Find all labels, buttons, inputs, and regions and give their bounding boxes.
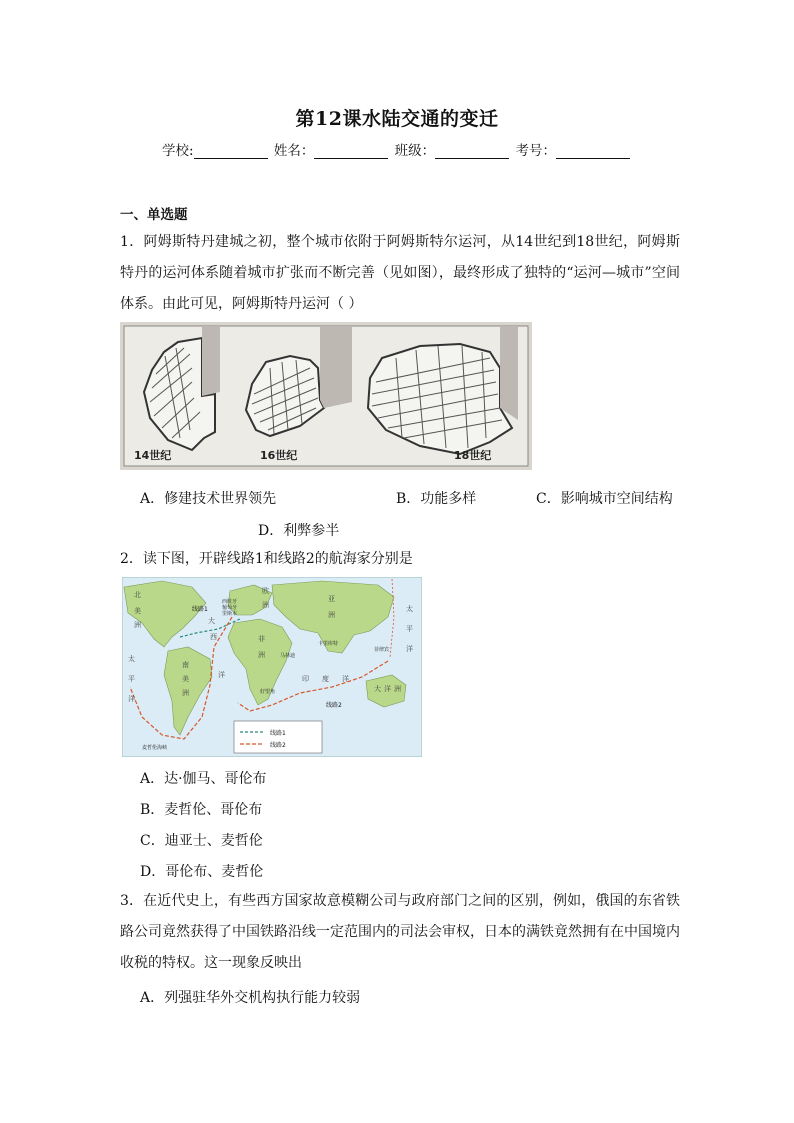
place-lisbon: 里斯本 [222, 611, 238, 617]
class-label: 班级： [394, 143, 436, 159]
q1-option-d[interactable]: D．利弊参半 [258, 523, 340, 539]
label-na-2: 美 [134, 607, 141, 615]
label-sa-2: 美 [182, 675, 189, 683]
label-at-2: 西 [210, 633, 217, 641]
label-in-2: 度 [322, 675, 329, 683]
map-18th-water [500, 326, 518, 420]
map-16th-water [320, 326, 352, 408]
label-at-3: 洋 [218, 671, 225, 679]
label-na-1: 北 [134, 591, 141, 599]
amsterdam-canal-figure [120, 322, 532, 470]
student-info-line [0, 139, 794, 159]
label-eu-2: 洲 [262, 601, 269, 609]
place-good-hope: 好望角 [260, 689, 276, 695]
q2-option-d[interactable]: D．哥伦布、麦哲伦 [140, 864, 264, 880]
label-oc-1: 大 [374, 685, 381, 693]
label-14th: 14世纪 [134, 449, 172, 462]
route-2-label: 线路2 [326, 702, 342, 709]
label-eu-1: 欧 [262, 587, 269, 595]
question-2-stem: 2．读下图，开辟线路1和线路2的航海家分别是 [120, 551, 413, 567]
voyage-map-figure [122, 577, 422, 757]
label-sa-1: 南 [182, 661, 189, 669]
route-1-label: 线路1 [192, 606, 208, 613]
section-title: 一、单选题 [120, 207, 188, 223]
q3-option-a[interactable]: A．列强驻华外交机构执行能力较弱 [140, 990, 361, 1006]
voyage-route-map [122, 577, 422, 757]
q2-option-c[interactable]: C．迪亚士、麦哲伦 [140, 833, 263, 849]
school-blank[interactable] [194, 144, 268, 159]
q1-option-b[interactable]: B．功能多样 [396, 491, 477, 507]
label-16th: 16世纪 [260, 449, 298, 462]
label-pr-3: 洋 [406, 645, 413, 653]
q2-option-a[interactable]: A．达·伽马、哥伦布 [140, 771, 267, 787]
label-at-1: 大 [208, 617, 215, 625]
map-14th-water [202, 326, 220, 396]
label-as-1: 亚 [328, 595, 335, 603]
label-af-1: 非 [258, 635, 265, 643]
label-in-3: 洋 [342, 675, 349, 683]
label-oc-3: 洲 [394, 685, 401, 693]
label-in-1: 印 [302, 675, 309, 683]
name-label: 姓名： [273, 143, 315, 159]
label-oc-2: 洋 [384, 685, 391, 693]
question-1-stem: 1．阿姆斯特丹建城之初，整个城市依附于阿姆斯特尔运河，从14世纪到18世纪，阿姆斯特丹的运河体系随着城市扩张而不断完善（见如图），最终形成了独特的“运河—城市”空间体系。由此可见，阿姆斯特丹运河（ ） [120, 234, 680, 312]
number-blank[interactable] [556, 144, 630, 159]
map-legend [234, 721, 322, 753]
q1-option-c[interactable]: C．影响城市空间结构 [536, 491, 673, 507]
place-spain: 西班牙 [222, 599, 238, 605]
label-as-2: 洲 [328, 611, 335, 619]
page-title: 第12课水陆交通的变迁 [295, 108, 499, 130]
class-blank[interactable] [435, 144, 509, 159]
place-magellan-strait: 麦哲伦海峡 [142, 745, 168, 751]
label-sa-3: 洲 [182, 689, 189, 697]
q2-option-b[interactable]: B．麦哲伦、哥伦布 [140, 802, 263, 818]
label-pl-1: 太 [128, 655, 135, 663]
name-blank[interactable] [314, 144, 388, 159]
label-af-2: 洲 [258, 651, 265, 659]
label-pr-1: 太 [406, 605, 413, 613]
question-3-stem: 3．在近代史上，有些西方国家故意模糊公司与政府部门之间的区别，例如，俄国的东省铁路公司竟然获得了中国铁路沿线一定范围内的司法会审权，日本的满铁竟然拥有在中国境内收税的特权。这一现象反映出 [120, 893, 680, 971]
label-pl-3: 洋 [128, 695, 135, 703]
place-philippines: 菲律宾 [374, 647, 390, 653]
q1-option-a[interactable]: A．修建技术世界领先 [140, 491, 277, 507]
amsterdam-canal-maps [120, 322, 532, 470]
school-label: 学校: [162, 143, 194, 159]
label-na-3: 洲 [134, 621, 141, 629]
number-label: 考号： [515, 143, 556, 159]
label-pl-2: 平 [128, 675, 135, 683]
place-portugal: 葡萄牙 [222, 605, 238, 611]
label-18th: 18世纪 [454, 449, 492, 462]
label-pr-2: 平 [406, 625, 413, 633]
legend-route-2-label: 线路2 [270, 742, 286, 749]
legend-route-1-label: 线路1 [270, 730, 286, 737]
place-malindi: 马林迪 [280, 653, 296, 659]
place-calicut: 卡里库特 [318, 641, 339, 647]
